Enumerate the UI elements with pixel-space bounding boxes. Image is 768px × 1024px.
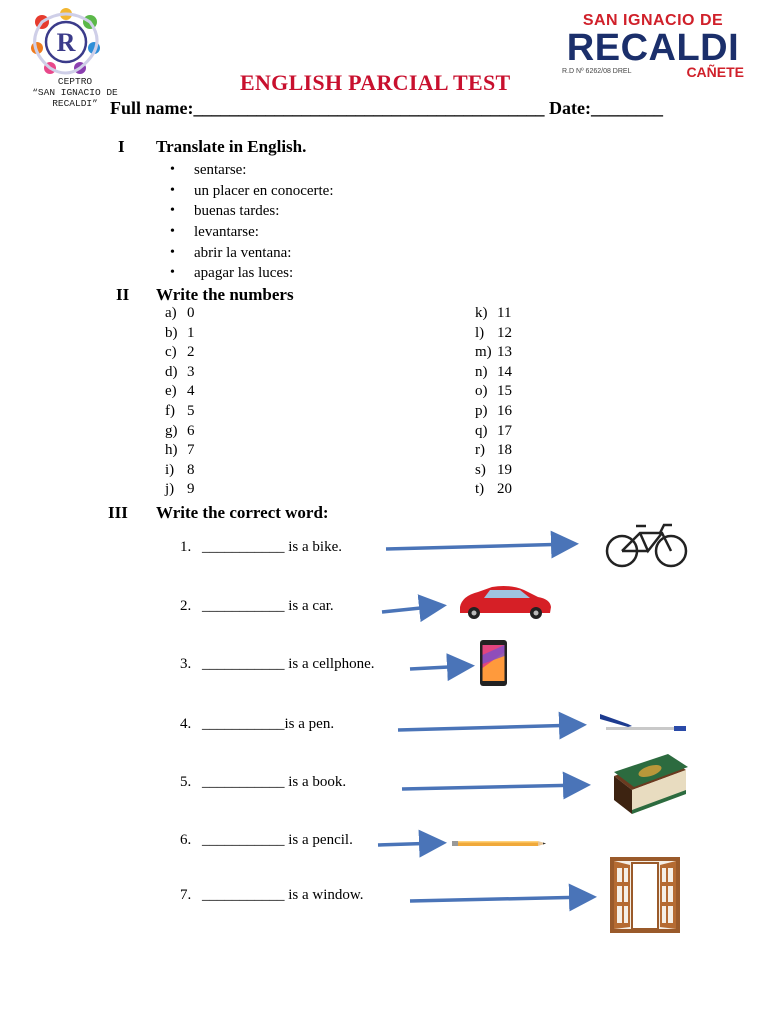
list-item: n) 14 [475, 363, 512, 380]
list-item: k) 11 [475, 305, 512, 321]
list-item: • apagar las luces: [170, 263, 334, 284]
question-4: 4. ___________is a pen. [180, 716, 335, 732]
list-item: • un placer en conocerte: [170, 181, 334, 202]
list-item: s) 19 [475, 461, 512, 478]
list-item: f) 5 [165, 402, 195, 419]
list-item: i) 8 [165, 461, 195, 478]
ceptro-line: RECALDI” [52, 98, 98, 109]
list-item: g) 6 [165, 422, 195, 439]
arrow-7 [410, 897, 590, 901]
list-item: b) 1 [165, 324, 195, 341]
list-item: e) 4 [165, 383, 195, 400]
cellphone-icon [480, 640, 507, 686]
book-icon [614, 754, 688, 814]
arrow-6 [378, 843, 440, 845]
brand-rd: R.D Nº 6262/08 DREL [562, 68, 632, 75]
list-item: d) 3 [165, 363, 195, 380]
list-item: • abrir la ventana: [170, 243, 334, 264]
ceptro-line: CEPTRO [57, 76, 93, 87]
list-item: a) 0 [165, 305, 195, 321]
question-6: 6. ___________ is a pencil. [180, 832, 353, 848]
brand-top: SAN IGNACIO DE [582, 12, 724, 29]
question-5: 5. ___________ is a book. [180, 774, 347, 790]
list-item: j) 9 [165, 481, 195, 498]
section-2-title: Write the numbers [156, 285, 294, 304]
list-item: • levantarse: [170, 222, 334, 243]
arrow-2 [382, 606, 440, 612]
car-icon [460, 586, 551, 619]
arrow-4 [398, 725, 580, 730]
logo-letter: R [56, 28, 76, 57]
pen-icon [600, 714, 686, 731]
ceptro-line: “SAN IGNACIO DE [32, 87, 118, 98]
full-name-date-line: Full name:_______________________________________ Date:________ [110, 98, 663, 118]
section-3-number: III [108, 503, 128, 522]
page-title: ENGLISH PARCIAL TEST [240, 70, 511, 95]
list-item: c) 2 [165, 344, 195, 361]
list-item: r) 18 [475, 442, 512, 459]
section-2-number: II [116, 285, 130, 304]
list-item: t) 20 [475, 481, 512, 498]
list-item: o) 15 [475, 383, 512, 400]
list-item: l) 12 [475, 324, 512, 341]
list-item: • buenas tardes: [170, 201, 334, 222]
brand-canete: CAÑETE [686, 64, 744, 80]
arrow-1 [386, 544, 572, 549]
window-icon [610, 857, 680, 933]
bicycle-icon [607, 525, 686, 566]
question-1: 1. ___________ is a bike. [180, 539, 342, 555]
section-1-number: I [118, 137, 125, 156]
list-item: h) 7 [165, 442, 195, 459]
question-7: 7. ___________ is a window. [180, 887, 364, 903]
arrow-5 [402, 785, 584, 789]
pencil-icon [452, 841, 546, 846]
question-2: 2. ___________ is a car. [180, 598, 334, 614]
list-item: q) 17 [475, 422, 512, 439]
section-3-title: Write the correct word: [156, 503, 329, 522]
arrow-3 [410, 666, 468, 669]
list-item: • sentarse: [170, 160, 334, 181]
question-3: 3. ___________ is a cellphone. [180, 656, 375, 672]
brand-main: RECALDI [566, 27, 740, 69]
list-item: m) 13 [475, 344, 512, 361]
list-item: p) 16 [475, 402, 512, 419]
section-1-title: Translate in English. [156, 137, 307, 156]
